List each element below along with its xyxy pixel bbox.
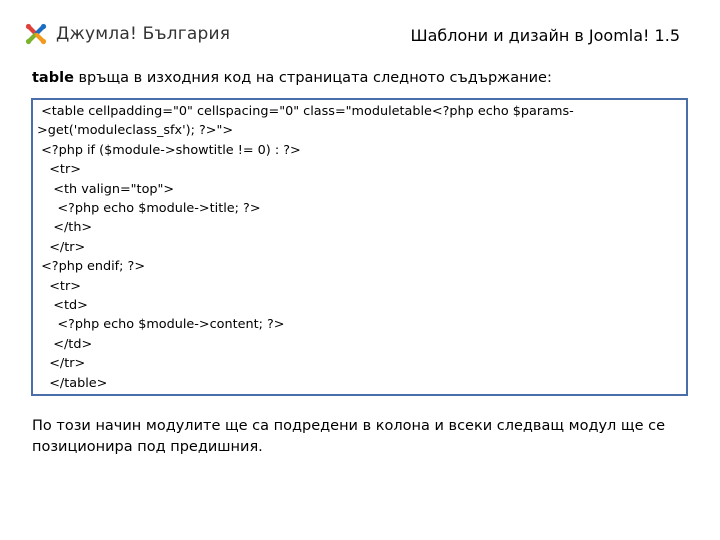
code-line: <tr>	[37, 162, 81, 178]
code-line: <tr>	[37, 278, 81, 294]
code-line: <?php endif; ?>	[37, 259, 146, 275]
code-line: <?php if ($module->showtitle != 0) : ?>	[37, 142, 301, 158]
code-line: </table>	[37, 375, 108, 391]
outro-paragraph: По този начин модулите ще са подредени в колона и всеки следващ модул ще се позиционира под предишния.	[32, 418, 666, 455]
code-line: <td>	[37, 298, 88, 314]
code-line: </tr>	[37, 356, 86, 372]
intro-text: връща в изходния код на страницата следното съдържание:	[73, 70, 552, 86]
code-line: </th>	[37, 220, 93, 236]
code-line: <?php echo $module->content; ?>	[37, 317, 285, 333]
logo-text: Джумла! България	[56, 24, 231, 44]
code-line: </td>	[37, 336, 93, 352]
code-line: </tr>	[37, 239, 86, 255]
joomla-logo-icon	[24, 22, 48, 46]
slide-header	[0, 0, 720, 60]
slide-title: Шаблони и дизайн в Joomla! 1.5	[410, 26, 680, 45]
intro-paragraph	[32, 70, 692, 86]
intro-keyword: table	[32, 70, 74, 86]
site-logo[interactable]	[24, 22, 230, 46]
code-line: <th valign="top">	[37, 181, 175, 197]
code-line: <table cellpadding="0" cellspacing="0" class="moduletable<?php echo $params-	[37, 104, 574, 119]
code-line: <?php echo $module->title; ?>	[37, 201, 261, 217]
code-line: >get('moduleclass_sfx'); ?>">	[37, 123, 234, 139]
code-block	[31, 98, 688, 396]
